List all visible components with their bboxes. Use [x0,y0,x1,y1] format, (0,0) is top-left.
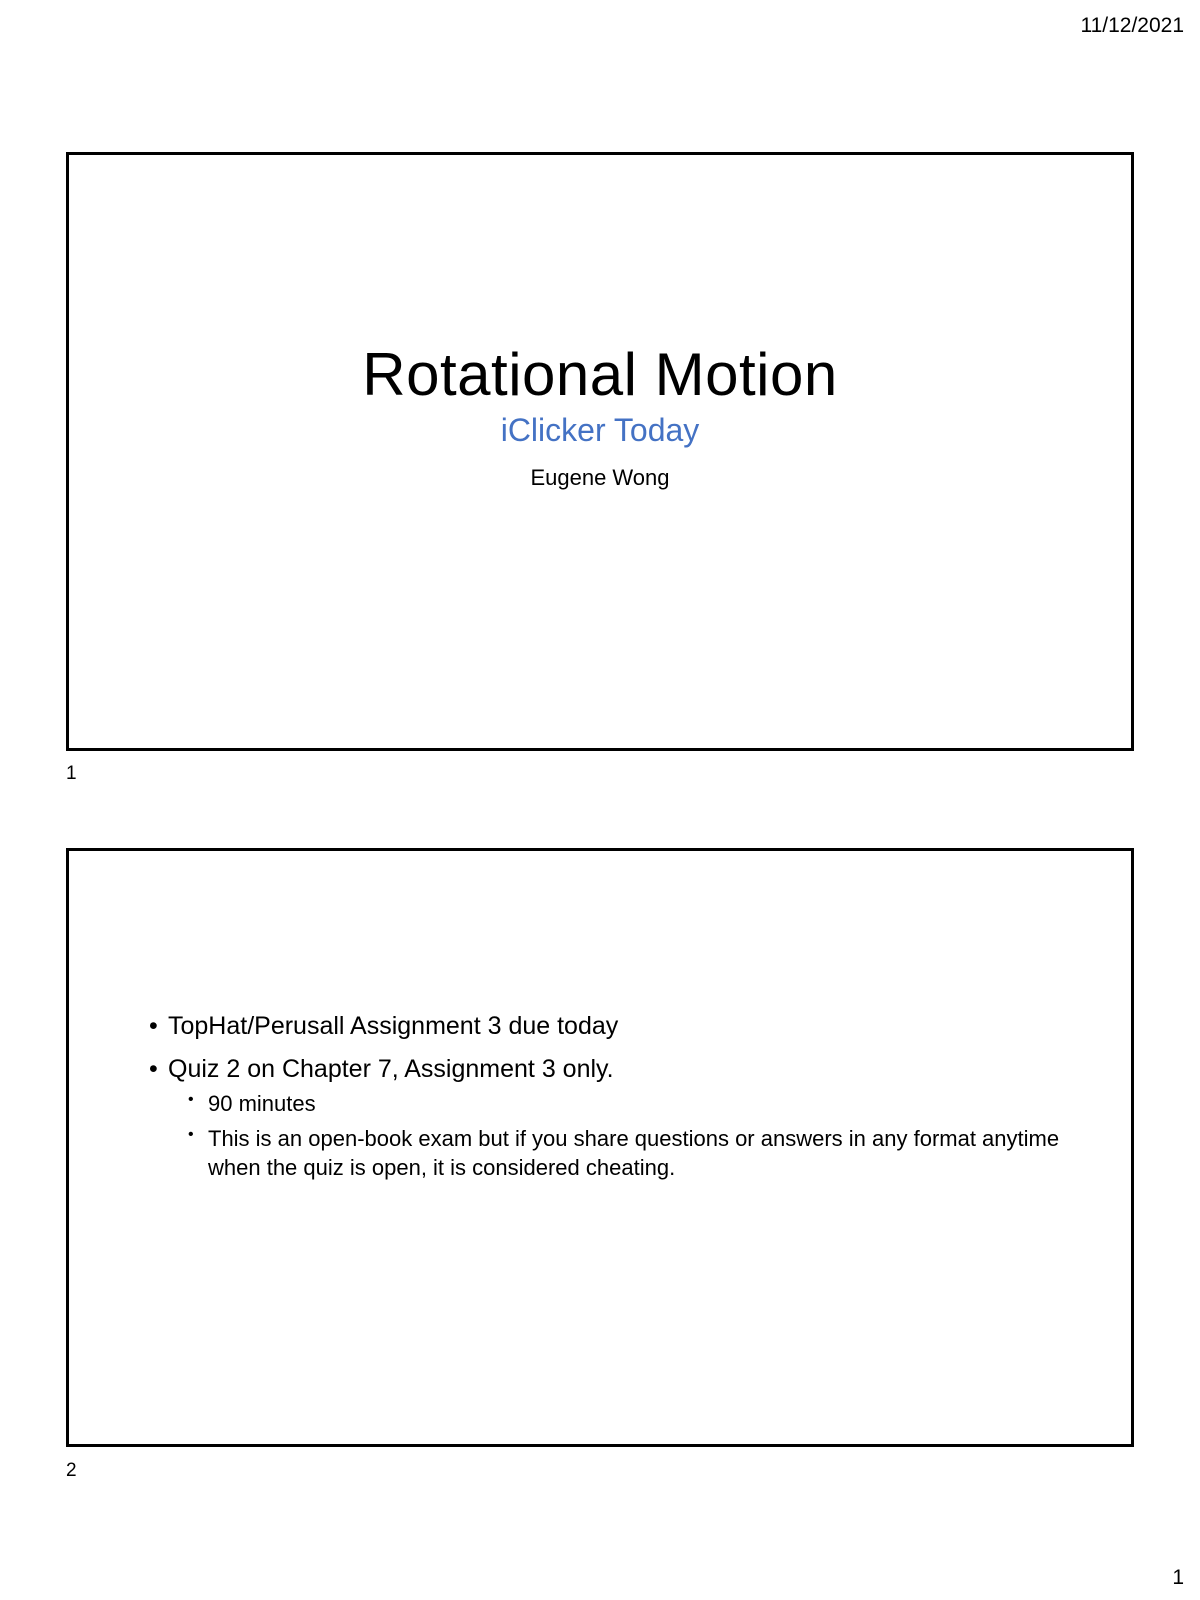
slide-title: Rotational Motion [362,341,838,408]
slide-subtitle: iClicker Today [500,412,700,448]
sub-bullet-policy: • This is an open-book exam but if you share questions or answers in any format anytime when the quiz is open, it is considered cheating. [188,1124,1071,1182]
bullet-text: Quiz 2 on Chapter 7, Assignment 3 only. [168,1055,614,1083]
bullet-item-quiz [149,1052,1071,1182]
sub-bullet-duration: • 90 minutes [188,1089,1071,1118]
slide-number-2: 2 [66,1460,77,1481]
sub-bullet-list [188,1089,1071,1182]
bullet-list [149,1009,1071,1182]
page-number: 1 [1172,1566,1184,1589]
title-block [69,340,1131,491]
slide-number-1: 1 [66,763,77,784]
bullet-text: TopHat/Perusall Assignment 3 due today [168,1012,619,1040]
handout-date: 11/12/2021 [1080,14,1184,37]
bullet-item-assignment [149,1009,1071,1044]
slide-2-frame [66,848,1134,1447]
slide-author: Eugene Wong [530,465,670,491]
slide-1-frame [66,152,1134,751]
bullet-block [149,1009,1071,1190]
